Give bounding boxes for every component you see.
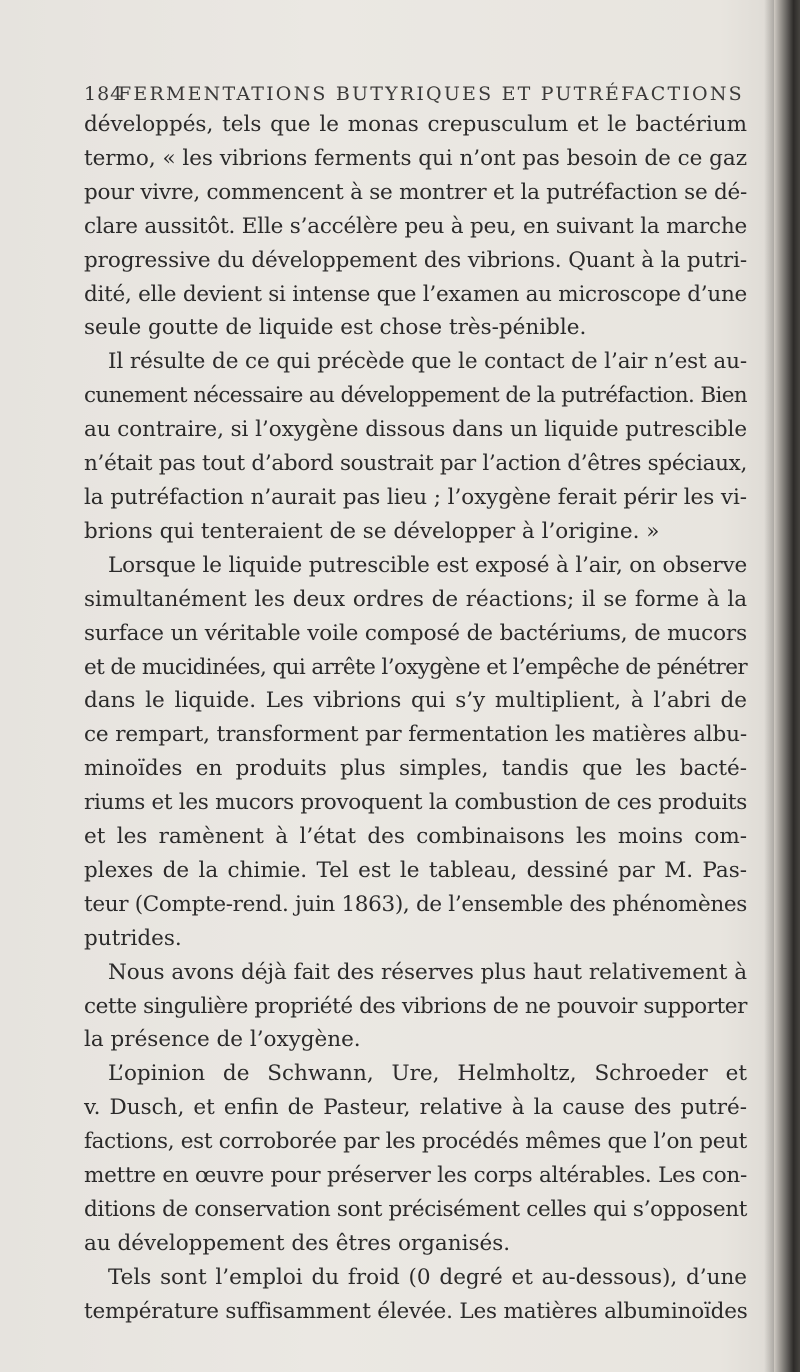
text-line: la putréfaction n’aurait pas lieu ; l’oxygène ferait périr les vi- [84, 484, 747, 510]
text-line: v. Dusch, et enfin de Pasteur, relative à la cause des putré- [84, 1095, 747, 1121]
paragraph [84, 1261, 747, 1329]
text-line: n’était pas tout d’abord soustrait par l’action d’êtres spéciaux, [84, 451, 747, 477]
text-line: cette singulière propriété des vibrions de ne pouvoir supporter [84, 993, 747, 1019]
paragraph [84, 1057, 747, 1260]
text-line: simultanément les deux ordres de réactions; il se forme à la [84, 586, 748, 612]
text-line: ditions de conservation sont précisément celles qui s’opposent [84, 1197, 748, 1222]
text-line: termo, « les vibrions ferments qui n’ont pas besoin de ce gaz [84, 145, 747, 171]
text-line: et de mucidinées, qui arrête l’oxygène et l’empêche de pénétrer [84, 654, 747, 680]
text-line: seule goutte de liquide est chose très-pénible. [84, 315, 587, 341]
text-line: clare aussitôt. Elle s’accélère peu à peu, en suivant la marche [84, 213, 747, 239]
text-line: mettre en œuvre pour préserver les corps altérables. Les con- [84, 1163, 747, 1189]
text-line: teur (Compte-rend. juin 1863), de l’ensemble des phénomènes [84, 891, 747, 917]
paragraph [84, 345, 747, 548]
text-line: la présence de l’oxygène. [84, 1027, 361, 1053]
text-line: putrides. [84, 925, 182, 951]
text-line: brions qui tenteraient de se développer à l’origine. » [84, 518, 660, 544]
text-line: factions, est corroborée par les procédés mêmes que l’on peut [84, 1129, 747, 1155]
text-line: pour vivre, commencent à se montrer et la putréfaction se dé- [84, 179, 748, 205]
text-line: riums et les mucors provoquent la combustion de ces produits [84, 790, 747, 816]
text-line: plexes de la chimie. Tel est le tableau, dessiné par M. Pas- [84, 857, 748, 883]
paragraph [84, 956, 747, 1058]
page-body [84, 108, 747, 1329]
text-line: cunement nécessaire au développement de la putréfaction. Bien [84, 383, 747, 409]
text-line: progressive du développement des vibrions. Quant à la putri- [84, 247, 748, 273]
text-line: Nous avons déjà fait des réserves plus haut relativement à [108, 959, 748, 985]
paragraph [84, 108, 747, 345]
text-line: dité, elle devient si intense que l’examen au microscope d’une [84, 281, 748, 307]
text-line: Tels sont l’emploi du froid (0 degré et au-dessous), d’une [108, 1264, 748, 1290]
text-line: surface un véritable voile composé de bactériums, de mucors [84, 620, 747, 646]
text-line: développés, tels que le monas crepusculum et le bactérium [84, 112, 747, 137]
paragraph [84, 549, 747, 956]
text-line: température suffisamment élevée. Les matières albuminoïdes [84, 1298, 748, 1324]
page-number: 184 [84, 83, 124, 105]
text-line: minoïdes en produits plus simples, tandis que les bacté- [84, 756, 748, 782]
text-line: au contraire, si l’oxygène dissous dans un liquide putrescible [84, 417, 747, 443]
running-header [84, 83, 744, 105]
text-line: dans le liquide. Les vibrions qui s’y multiplient, à l’abri de [84, 688, 747, 714]
book-edge [774, 0, 800, 1372]
text-line: et les ramènent à l’état des combinaisons les moins com- [84, 824, 747, 850]
text-line: au développement des êtres organisés. [84, 1230, 511, 1256]
running-title: FERMENTATIONS BUTYRIQUES ET PUTRÉFACTIONS [118, 83, 744, 105]
text-line: ce rempart, transforment par fermentation les matières albu- [84, 722, 747, 748]
text-line: Il résulte de ce qui précède que le contact de l’air n’est au- [108, 349, 748, 375]
text-line: L’opinion de Schwann, Ure, Helmholtz, Schroeder et [108, 1061, 748, 1087]
text-line: Lorsque le liquide putrescible est exposé à l’air, on observe [108, 552, 748, 578]
page-edge-shadow [764, 0, 774, 1372]
